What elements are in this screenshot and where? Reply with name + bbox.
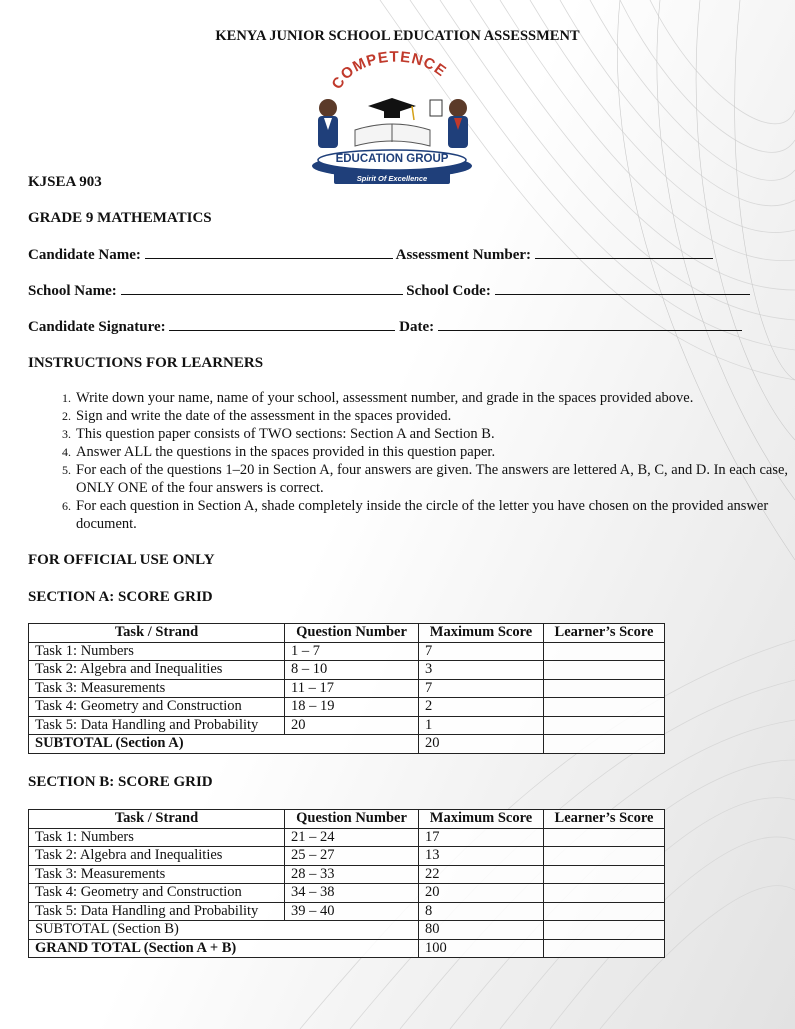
question-number-cell: 25 – 27: [285, 847, 419, 866]
task-cell: Task 2: Algebra and Inequalities: [29, 847, 285, 866]
question-number-cell: 34 – 38: [285, 884, 419, 903]
subtotal-max-score: 20: [419, 735, 544, 754]
table-row: [29, 902, 665, 921]
table-row: [29, 884, 665, 903]
date-field[interactable]: [438, 318, 742, 331]
candidate-info-row-2: [28, 282, 750, 300]
logo-name: EDUCATION GROUP: [335, 153, 449, 165]
grand-total-row: [29, 939, 665, 958]
candidate-signature-label: Candidate Signature:: [28, 319, 166, 335]
task-cell: Task 2: Algebra and Inequalities: [29, 661, 285, 680]
competence-education-group-logo: [300, 48, 485, 188]
column-header-learner-score: Learner’s Score: [544, 624, 665, 643]
task-cell: Task 3: Measurements: [29, 679, 285, 698]
section-b-heading: SECTION B: SCORE GRID: [28, 774, 213, 790]
table-row: [29, 661, 665, 680]
maximum-score-cell: 22: [419, 865, 544, 884]
question-number-cell: 1 – 7: [285, 642, 419, 661]
learner-score-cell[interactable]: [544, 716, 665, 735]
section-a-heading: SECTION A: SCORE GRID: [28, 589, 213, 605]
question-number-cell: 18 – 19: [285, 698, 419, 717]
grand-total-max-score: 100: [419, 939, 544, 958]
learner-score-cell[interactable]: [544, 679, 665, 698]
question-number-cell: 20: [285, 716, 419, 735]
task-cell: Task 4: Geometry and Construction: [29, 884, 285, 903]
candidate-name-field[interactable]: [145, 246, 393, 259]
column-header-maximum-score: Maximum Score: [419, 810, 544, 829]
maximum-score-cell: 7: [419, 679, 544, 698]
grand-total-label: GRAND TOTAL (Section A + B): [29, 939, 419, 958]
candidate-name-label: Candidate Name:: [28, 247, 141, 263]
learner-score-cell[interactable]: [544, 661, 665, 680]
subtotal-label: SUBTOTAL (Section A): [29, 735, 419, 754]
official-use-heading: FOR OFFICIAL USE ONLY: [28, 552, 215, 568]
maximum-score-cell: 13: [419, 847, 544, 866]
table-header-row: [29, 624, 665, 643]
logo-tagline: Spirit Of Excellence: [356, 174, 428, 183]
instruction-item: 4. Answer ALL the questions in the spaces provided in this question paper.: [74, 443, 795, 461]
page-title: KENYA JUNIOR SCHOOL EDUCATION ASSESSMENT: [215, 28, 580, 44]
question-number-cell: 21 – 24: [285, 828, 419, 847]
candidate-signature-field[interactable]: [169, 318, 395, 331]
school-code-label: School Code:: [406, 283, 491, 299]
maximum-score-cell: 1: [419, 716, 544, 735]
instruction-item: 3. This question paper consists of TWO sections: Section A and Section B.: [74, 425, 795, 443]
svg-text:COMPETENCE: [328, 49, 449, 93]
maximum-score-cell: 17: [419, 828, 544, 847]
assessment-number-field[interactable]: [535, 246, 713, 259]
question-number-cell: 28 – 33: [285, 865, 419, 884]
logo-arc-text: COMPETENCE: [328, 48, 450, 93]
maximum-score-cell: 3: [419, 661, 544, 680]
school-name-field[interactable]: [121, 282, 403, 295]
learner-score-cell[interactable]: [544, 847, 665, 866]
instructions-heading: INSTRUCTIONS FOR LEARNERS: [28, 355, 264, 371]
instruction-item: 1. Write down your name, name of your school, assessment number, and grade in the spaces provided above.: [74, 389, 795, 407]
instruction-item: 5. For each of the questions 1–20 in Section A, four answers are given. The answers are lettered A, B, C, and D. In each case, ONLY ONE of the four answers is correct.: [74, 461, 795, 497]
school-name-label: School Name:: [28, 283, 117, 299]
subtotal-row: [29, 735, 665, 754]
column-header-task: Task / Strand: [29, 624, 285, 643]
maximum-score-cell: 20: [419, 884, 544, 903]
instruction-item: 2. Sign and write the date of the assessment in the spaces provided.: [74, 407, 795, 425]
table-row: [29, 847, 665, 866]
table-row: [29, 642, 665, 661]
maximum-score-cell: 2: [419, 698, 544, 717]
learner-score-cell[interactable]: [544, 828, 665, 847]
section-a-score-grid: [28, 623, 665, 754]
grand-total-learner-score[interactable]: [544, 939, 665, 958]
task-cell: Task 5: Data Handling and Probability: [29, 902, 285, 921]
instructions-list: [30, 389, 795, 533]
subtotal-learner-score[interactable]: [544, 921, 665, 940]
learner-score-cell[interactable]: [544, 642, 665, 661]
table-row: [29, 698, 665, 717]
learner-score-cell[interactable]: [544, 865, 665, 884]
candidate-info-row-1: [28, 246, 713, 264]
table-row: [29, 716, 665, 735]
task-cell: Task 1: Numbers: [29, 828, 285, 847]
table-header-row: [29, 810, 665, 829]
maximum-score-cell: 7: [419, 642, 544, 661]
table-row: [29, 828, 665, 847]
question-number-cell: 39 – 40: [285, 902, 419, 921]
column-header-learner-score: Learner’s Score: [544, 810, 665, 829]
learner-score-cell[interactable]: [544, 884, 665, 903]
column-header-question-number: Question Number: [285, 810, 419, 829]
column-header-task: Task / Strand: [29, 810, 285, 829]
assessment-code: KJSEA 903: [28, 174, 102, 190]
task-cell: Task 3: Measurements: [29, 865, 285, 884]
subtotal-row: [29, 921, 665, 940]
assessment-number-label: Assessment Number:: [395, 247, 532, 263]
question-number-cell: 8 – 10: [285, 661, 419, 680]
column-header-question-number: Question Number: [285, 624, 419, 643]
learner-score-cell[interactable]: [544, 698, 665, 717]
maximum-score-cell: 8: [419, 902, 544, 921]
question-number-cell: 11 – 17: [285, 679, 419, 698]
task-cell: Task 4: Geometry and Construction: [29, 698, 285, 717]
subtotal-label: SUBTOTAL (Section B): [29, 921, 419, 940]
learner-score-cell[interactable]: [544, 902, 665, 921]
table-row: [29, 865, 665, 884]
date-label: Date:: [399, 319, 435, 335]
task-cell: Task 5: Data Handling and Probability: [29, 716, 285, 735]
subtotal-max-score: 80: [419, 921, 544, 940]
school-code-field[interactable]: [495, 282, 750, 295]
candidate-info-row-3: [28, 318, 742, 336]
instruction-item: 6. For each question in Section A, shade completely inside the circle of the letter you have chosen on the provided answer document.: [74, 497, 795, 533]
section-b-score-grid: [28, 809, 665, 958]
table-row: [29, 679, 665, 698]
column-header-maximum-score: Maximum Score: [419, 624, 544, 643]
subject-title: GRADE 9 MATHEMATICS: [28, 210, 212, 226]
task-cell: Task 1: Numbers: [29, 642, 285, 661]
subtotal-learner-score[interactable]: [544, 735, 665, 754]
